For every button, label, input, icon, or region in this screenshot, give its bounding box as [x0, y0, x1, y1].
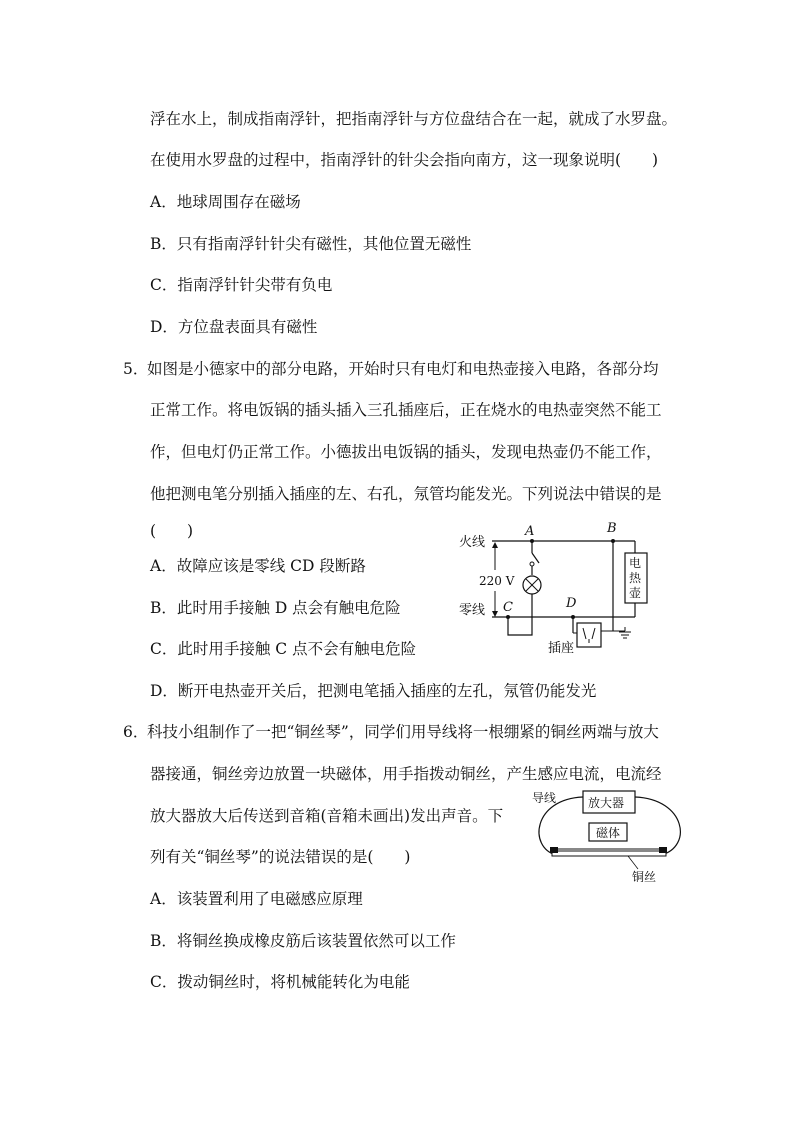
q6-stem-line-3: 放大器放大后传送到音箱(音箱未画出)发出声音。下 — [150, 807, 504, 825]
q4-option-d: D．方位盘表面具有磁性 — [150, 318, 318, 336]
q4-stem-line-2: 在使用水罗盘的过程中，指南浮针的针尖会指向南方，这一现象说明( ) — [150, 151, 659, 169]
q5-number: 5． — [123, 360, 149, 378]
q4-option-c: C．指南浮针针尖带有负电 — [150, 276, 333, 294]
q5-circuit-diagram — [455, 515, 675, 660]
neutral-wire-label: 零线 — [459, 603, 486, 618]
q6-stem-line-2: 器接通，铜丝旁边放置一块磁体，用手指拨动铜丝，产生感应电流，电流经 — [150, 765, 662, 783]
voltage-label: 220 V — [479, 574, 515, 588]
q6-option-c: C．拨动铜丝时，将机械能转化为电能 — [150, 973, 410, 991]
q5-stem-line-3: 作，但电灯仍正常工作。小德拔出电饭锅的插头，发现电热壶仍不能工作， — [150, 443, 662, 461]
kettle-label-3: 壶 — [629, 586, 642, 600]
point-c-label: C — [503, 600, 513, 615]
magnet-label: 磁体 — [596, 826, 621, 840]
q5-stem-line-4: 他把测电笔分别插入插座的左、右孔，氖管均能发光。下列说法中错误的是 — [150, 485, 662, 503]
q5-stem-line-5: ( ) — [150, 522, 194, 540]
q5-option-d: D．断开电热壶开关后，把测电笔插入插座的左孔，氖管仍能发光 — [150, 682, 597, 700]
q5-option-b: B．此时用手接触 D 点会有触电危险 — [150, 599, 401, 617]
amplifier-label: 放大器 — [588, 796, 625, 810]
q4-stem-line-1: 浮在水上，制成指南浮针，把指南浮针与方位盘结合在一起，就成了水罗盘。 — [150, 110, 678, 128]
q4-option-b: B．只有指南浮针针尖有磁性，其他位置无磁性 — [150, 235, 472, 253]
point-d-label: D — [566, 596, 577, 611]
wire-label: 导线 — [532, 791, 557, 805]
q6-copper-harp-diagram — [528, 785, 693, 885]
point-a-label: A — [525, 524, 535, 539]
q5-option-a: A．故障应该是零线 CD 段断路 — [150, 557, 366, 575]
q5-option-c: C．此时用手接触 C 点不会有触电危险 — [150, 640, 417, 658]
live-wire-label: 火线 — [459, 535, 486, 550]
kettle-label-2: 热 — [629, 571, 642, 585]
copper-label: 铜丝 — [632, 870, 657, 884]
q5-stem-line-1: 如图是小德家中的部分电路，开始时只有电灯和电热壶接入电路，各部分均 — [147, 360, 659, 378]
q6-stem-line-1: 科技小组制作了一把“铜丝琴”，同学们用导线将一根绷紧的铜丝两端与放大 — [147, 723, 659, 741]
point-b-label: B — [607, 521, 617, 536]
q6-stem-line-4: 列有关“铜丝琴”的说法错误的是( ) — [150, 848, 411, 866]
q6-option-a: A．该装置利用了电磁感应原理 — [150, 890, 363, 908]
q6-option-b: B．将铜丝换成橡皮筋后该装置依然可以工作 — [150, 932, 456, 950]
kettle-label-1: 电 — [629, 556, 642, 570]
socket-label: 插座 — [548, 641, 575, 656]
q5-stem-line-2: 正常工作。将电饭锅的插头插入三孔插座后，正在烧水的电热壶突然不能工 — [150, 401, 662, 419]
q4-option-a: A．地球周围存在磁场 — [150, 193, 301, 211]
q6-number: 6． — [123, 723, 149, 741]
